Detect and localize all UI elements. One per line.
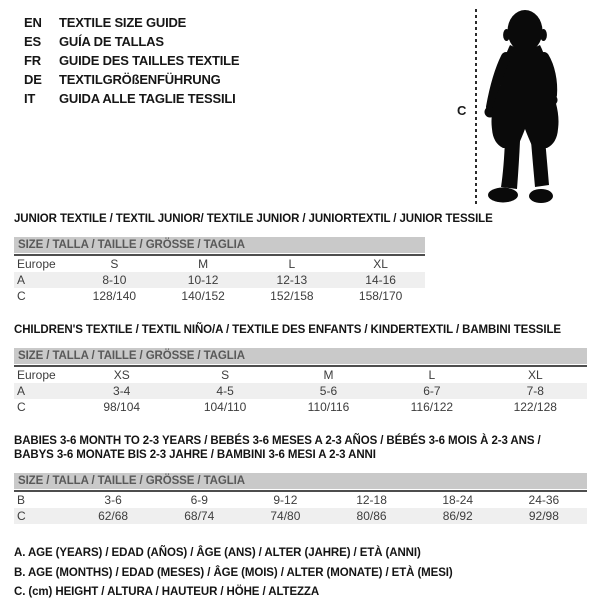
table-row [14, 491, 587, 508]
language-title: GUIDA ALLE TAGLIE TESSILI [59, 91, 236, 106]
row-label-cell: C [17, 289, 26, 303]
size-value-cell: 92/98 [501, 508, 587, 524]
sections-container [14, 212, 587, 524]
table-body [14, 366, 587, 415]
size-value-cell: S [110, 257, 119, 271]
size-value-cell: 8-10 [70, 272, 159, 288]
size-value-cell: 152/158 [270, 289, 314, 303]
size-table-section [14, 212, 587, 304]
height-dashed-line [475, 9, 477, 207]
size-value-cell: M [198, 257, 209, 271]
footnote-line: A. AGE (YEARS) / EDAD (AÑOS) / ÂGE (ANS) / ALTER (JAHRE) / ETÀ (ANNI) [14, 547, 421, 559]
header-area [0, 0, 600, 212]
row-label-cell: B [17, 493, 26, 507]
size-value-cell: 10-12 [159, 272, 248, 288]
footnotes [14, 544, 587, 603]
section-title [14, 434, 587, 462]
language-row [24, 13, 239, 32]
size-value-cell: XL [527, 368, 543, 382]
table-row [14, 508, 587, 524]
size-value-cell: S [221, 368, 230, 382]
size-value-cell: L [288, 257, 296, 271]
table-row [14, 383, 587, 399]
size-value-cell: 6-9 [190, 493, 208, 507]
size-value-cell: 122/128 [513, 400, 557, 414]
size-value-cell: XL [373, 257, 388, 271]
size-table [14, 254, 425, 304]
language-list [24, 13, 239, 108]
size-value-cell: L [428, 368, 436, 382]
size-header-bar: SIZE / TALLA / TAILLE / GRÖSSE / TAGLIA [14, 237, 425, 253]
size-value-cell: 86/92 [415, 508, 501, 524]
table-body [14, 491, 587, 524]
section-title-line: BABYS 3-6 MONATE BIS 2-3 JAHRE / BAMBINI 3-6 MESI A 2-3 ANNI [14, 449, 376, 461]
size-value-cell: 116/122 [410, 400, 454, 414]
size-value-cell: 7-8 [484, 383, 587, 399]
size-value-cell: 104/110 [203, 400, 247, 414]
size-value-cell: 74/80 [242, 508, 328, 524]
language-row [24, 70, 239, 89]
language-code: DE [24, 72, 42, 87]
language-code: EN [24, 15, 42, 30]
size-value-cell: 14-16 [336, 272, 425, 288]
section-title-line: JUNIOR TEXTILE / TEXTIL JUNIOR/ TEXTILE JUNIOR / JUNIORTEXTIL / JUNIOR TESSILE [14, 213, 493, 225]
language-code: ES [24, 34, 41, 49]
size-value-cell: 3-6 [104, 493, 122, 507]
size-value-cell: 4-5 [173, 383, 276, 399]
language-row [24, 89, 239, 108]
size-value-cell: M [323, 368, 334, 382]
section-title [14, 212, 587, 226]
language-title: GUIDE DES TAILLES TEXTILE [59, 53, 240, 68]
size-table-section [14, 323, 587, 415]
table-row [14, 272, 425, 288]
language-row [24, 32, 239, 51]
size-table-section [14, 434, 587, 524]
row-label-cell: C [17, 400, 26, 414]
size-value-cell: 68/74 [156, 508, 242, 524]
size-value-cell: 140/152 [181, 289, 225, 303]
row-label-cell: A [14, 383, 70, 399]
baby-silhouette-icon [483, 7, 567, 207]
footnote-line: B. AGE (MONTHS) / EDAD (MESES) / ÂGE (MOIS) / ALTER (MONATE) / ETÀ (MESI) [14, 566, 453, 579]
size-value-cell: 6-7 [380, 383, 483, 399]
size-value-cell: 5-6 [277, 383, 380, 399]
table-row [14, 255, 425, 272]
language-title: GUÍA DE TALLAS [59, 34, 164, 49]
footnote-line: C. (cm) HEIGHT / ALTURA / HAUTEUR / HÖHE / ALTEZZA [14, 586, 320, 598]
section-title [14, 323, 587, 337]
row-label-cell: C [14, 508, 70, 524]
row-label-cell: Europe [17, 368, 56, 382]
table-row [14, 399, 587, 415]
size-value-cell: 158/170 [358, 289, 403, 303]
table-body [14, 255, 425, 304]
row-label-cell: A [14, 272, 70, 288]
size-header-bar: SIZE / TALLA / TAILLE / GRÖSSE / TAGLIA [14, 473, 587, 489]
size-value-cell: 62/68 [70, 508, 156, 524]
size-value-cell: 9-12 [273, 493, 298, 507]
section-title-line: CHILDREN'S TEXTILE / TEXTIL NIÑO/A / TEXTILE DES ENFANTS / KINDERTEXTIL / BAMBINI TESSILE [14, 324, 561, 336]
tables-area [0, 212, 600, 603]
section-title-line: BABIES 3-6 MONTH TO 2-3 YEARS / BEBÉS 3-6 MESES A 2-3 AÑOS / BÉBÉS 3-6 MOIS À 2-3 ANS / [14, 435, 541, 447]
height-measure-label: C [457, 103, 467, 118]
size-value-cell: 98/104 [103, 400, 141, 414]
size-value-cell: 12-18 [356, 493, 387, 507]
height-figure [454, 6, 574, 209]
language-code: IT [24, 91, 36, 106]
size-value-cell: 12-13 [248, 272, 337, 288]
row-label-cell: Europe [17, 257, 56, 271]
size-table [14, 490, 587, 524]
size-value-cell: 18-24 [442, 493, 474, 507]
language-row [24, 51, 239, 70]
size-header-bar: SIZE / TALLA / TAILLE / GRÖSSE / TAGLIA [14, 348, 587, 364]
language-code: FR [24, 53, 41, 68]
size-value-cell: 24-36 [528, 493, 560, 507]
size-value-cell: 80/86 [328, 508, 414, 524]
size-value-cell: 128/140 [92, 289, 137, 303]
language-title: TEXTILE SIZE GUIDE [59, 15, 187, 30]
size-value-cell: XS [113, 368, 130, 382]
size-value-cell: 110/116 [307, 400, 350, 414]
size-table [14, 365, 587, 415]
table-row [14, 288, 425, 304]
language-title: TEXTILGRÖßENFÜHRUNG [59, 72, 221, 87]
table-row [14, 366, 587, 383]
size-value-cell: 3-4 [70, 383, 173, 399]
